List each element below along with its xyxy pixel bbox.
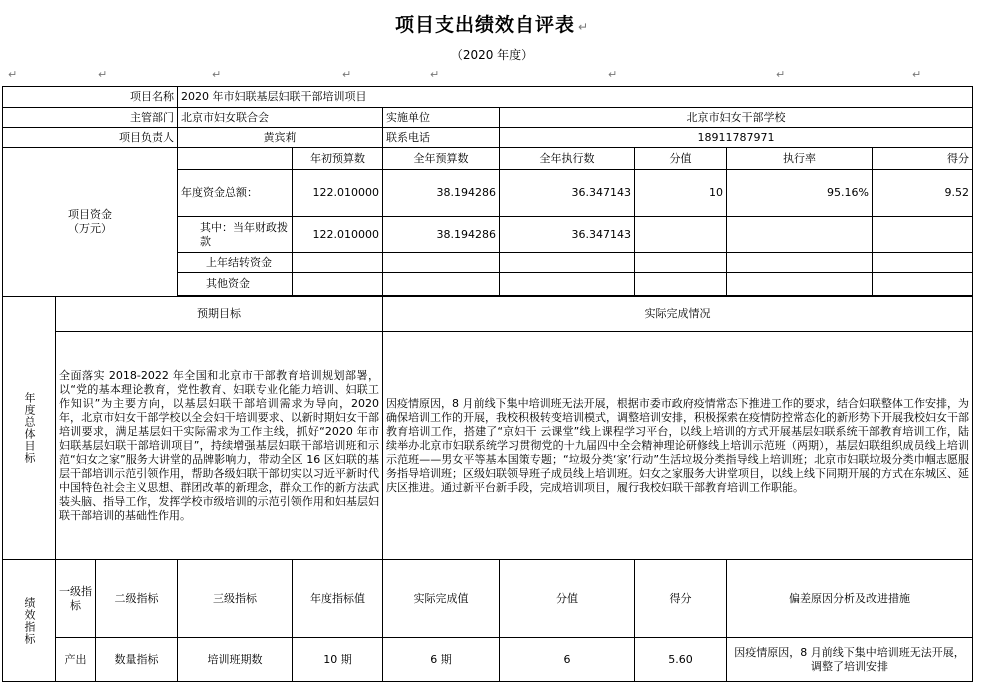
perf-header-actual: 实际完成值 bbox=[383, 560, 500, 638]
funds-row-total-label: 年度资金总额： bbox=[178, 170, 293, 217]
actual-status-header: 实际完成情况 bbox=[383, 297, 973, 332]
funds-header-annual: 全年预算数 bbox=[383, 148, 500, 170]
funds-label: 项目资金 （万元） bbox=[3, 148, 178, 297]
funds-fiscal-initial: 122.010000 bbox=[293, 217, 383, 253]
perf-score-value: 5.60 bbox=[635, 638, 727, 682]
funds-total-score-max: 10 bbox=[635, 170, 727, 217]
project-name-value: 2020 年市妇联基层妇联干部培训项目 bbox=[178, 87, 973, 108]
lead-value: 黄宾莉 bbox=[178, 128, 383, 148]
perf-header-level3: 三级指标 bbox=[178, 560, 293, 638]
perf-level2-value: 数量指标 bbox=[96, 638, 178, 682]
funds-row-carryover-label: 上年结转资金 bbox=[178, 253, 293, 273]
funds-total-executed: 36.347143 bbox=[500, 170, 635, 217]
lead-label: 项目负责人 bbox=[3, 128, 178, 148]
perf-target-value: 10 期 bbox=[293, 638, 383, 682]
phone-label: 联系电话 bbox=[383, 128, 500, 148]
funds-row-fiscal-label: 其中：当年财政拨款 bbox=[178, 217, 293, 253]
phone-value: 18911787971 bbox=[500, 128, 973, 148]
annual-goal-label: 年度总体目标 bbox=[3, 297, 56, 560]
funds-fiscal-annual: 38.194286 bbox=[383, 217, 500, 253]
impl-value: 北京市妇女干部学校 bbox=[500, 108, 973, 128]
funds-row-other-label: 其他资金 bbox=[178, 273, 293, 296]
perf-header-reason: 偏差原因分析及改进措施 bbox=[727, 560, 973, 638]
perf-header-level2: 二级指标 bbox=[96, 560, 178, 638]
perf-header-score-max: 分值 bbox=[500, 560, 635, 638]
form-year: （2020 年度） bbox=[450, 48, 534, 62]
perf-header-score: 得分 bbox=[635, 560, 727, 638]
funds-total-score: 9.52 bbox=[873, 170, 973, 217]
funds-fiscal-executed: 36.347143 bbox=[500, 217, 635, 253]
dept-label: 主管部门 bbox=[3, 108, 178, 128]
perf-actual-value: 6 期 bbox=[383, 638, 500, 682]
funds-total-annual: 38.194286 bbox=[383, 170, 500, 217]
form-title: 项目支出绩效自评表 ↵ bbox=[394, 14, 590, 36]
perf-header-level1: 一级指标 bbox=[56, 560, 96, 638]
expected-goal-header: 预期目标 bbox=[56, 297, 383, 332]
actual-status-text: 因疫情原因，8 月前线下集中培训班无法开展，根据市委市政府疫情常态下推进工作的要求，结合妇联整体工作安排，为确保培训工作的开展，我校积极转变培训模式，调整培训安排，积极探索在疫情防控常态化的新形势下开展我校妇女干部教育培训工作，搭建了“京妇干 云课堂”线上课程学习平台，以线上培训的方式开展基层妇联系统干部教育培训工作，陆续举办北京市妇联系统学习贯彻党的十九届四中全会精神理论研修线上培训示范班（两期），基层妇联组织成员线上培训示范班——男女平等基本国策专题；“垃圾分类‘家’行动”生活垃圾分类指导线上培训班；北京市妇联垃圾分类巾帼志愿服务指导培训班；区级妇联领导班子成员线上培训班。妇女之家服务大讲堂项目，以线上线下同期开展的方式在东城区、延庆区推进。通过新平台新手段，完成培训项目，履行我校妇联干部教育培训工作职能。 bbox=[383, 332, 973, 560]
perf-header-target: 年度指标值 bbox=[293, 560, 383, 638]
perf-reason-value: 因疫情原因，8 月前线下集中培训班无法开展，调整了培训安排 bbox=[727, 638, 973, 682]
funds-header-score: 得分 bbox=[873, 148, 973, 170]
dept-value: 北京市妇女联合会 bbox=[178, 108, 383, 128]
perf-score-max-value: 6 bbox=[500, 638, 635, 682]
funds-header-executed: 全年执行数 bbox=[500, 148, 635, 170]
funds-header-score-max: 分值 bbox=[635, 148, 727, 170]
perf-level1-value: 产出 bbox=[56, 638, 96, 682]
perf-level3-value: 培训班期数 bbox=[178, 638, 293, 682]
project-name-label: 项目名称 bbox=[3, 87, 178, 108]
funds-total-initial: 122.010000 bbox=[293, 170, 383, 217]
funds-total-exec-rate: 95.16% bbox=[727, 170, 873, 217]
funds-header-exec-rate: 执行率 bbox=[727, 148, 873, 170]
expected-goal-text: 全面落实 2018-2022 年全国和北京市干部教育培训规划部署，以“党的基本理论教育，党性教育、妇联专业化能力培训、妇联工作知识”为主要方向，以基层妇联干部培训需求为导向，2020 年，北京市妇女干部学校以全会妇干培训要求、以新时期妇女干部培训要求，满足基层妇干实际需求为工作主线，抓好“2020 年市妇联基层妇联干部培训项目”，持续增强基层妇联干部培训班和示范“妇女之家”服务大讲堂的品牌影响力，带动全区 16 区妇联的基层干部培训示范引领作用，帮助各级妇联干部切实以习近平新时代中国特色社会主义思想、群团改革的新理念，群众工作的新方法武装头脑、指导工作，发挥学校市级培训的示范引领作用和妇基层妇联干部培训的基础性作用。 bbox=[56, 332, 383, 560]
impl-label: 实施单位 bbox=[383, 108, 500, 128]
performance-table bbox=[2, 86, 973, 682]
funds-header-initial: 年初预算数 bbox=[293, 148, 383, 170]
performance-label: 绩效指标 bbox=[3, 560, 56, 682]
